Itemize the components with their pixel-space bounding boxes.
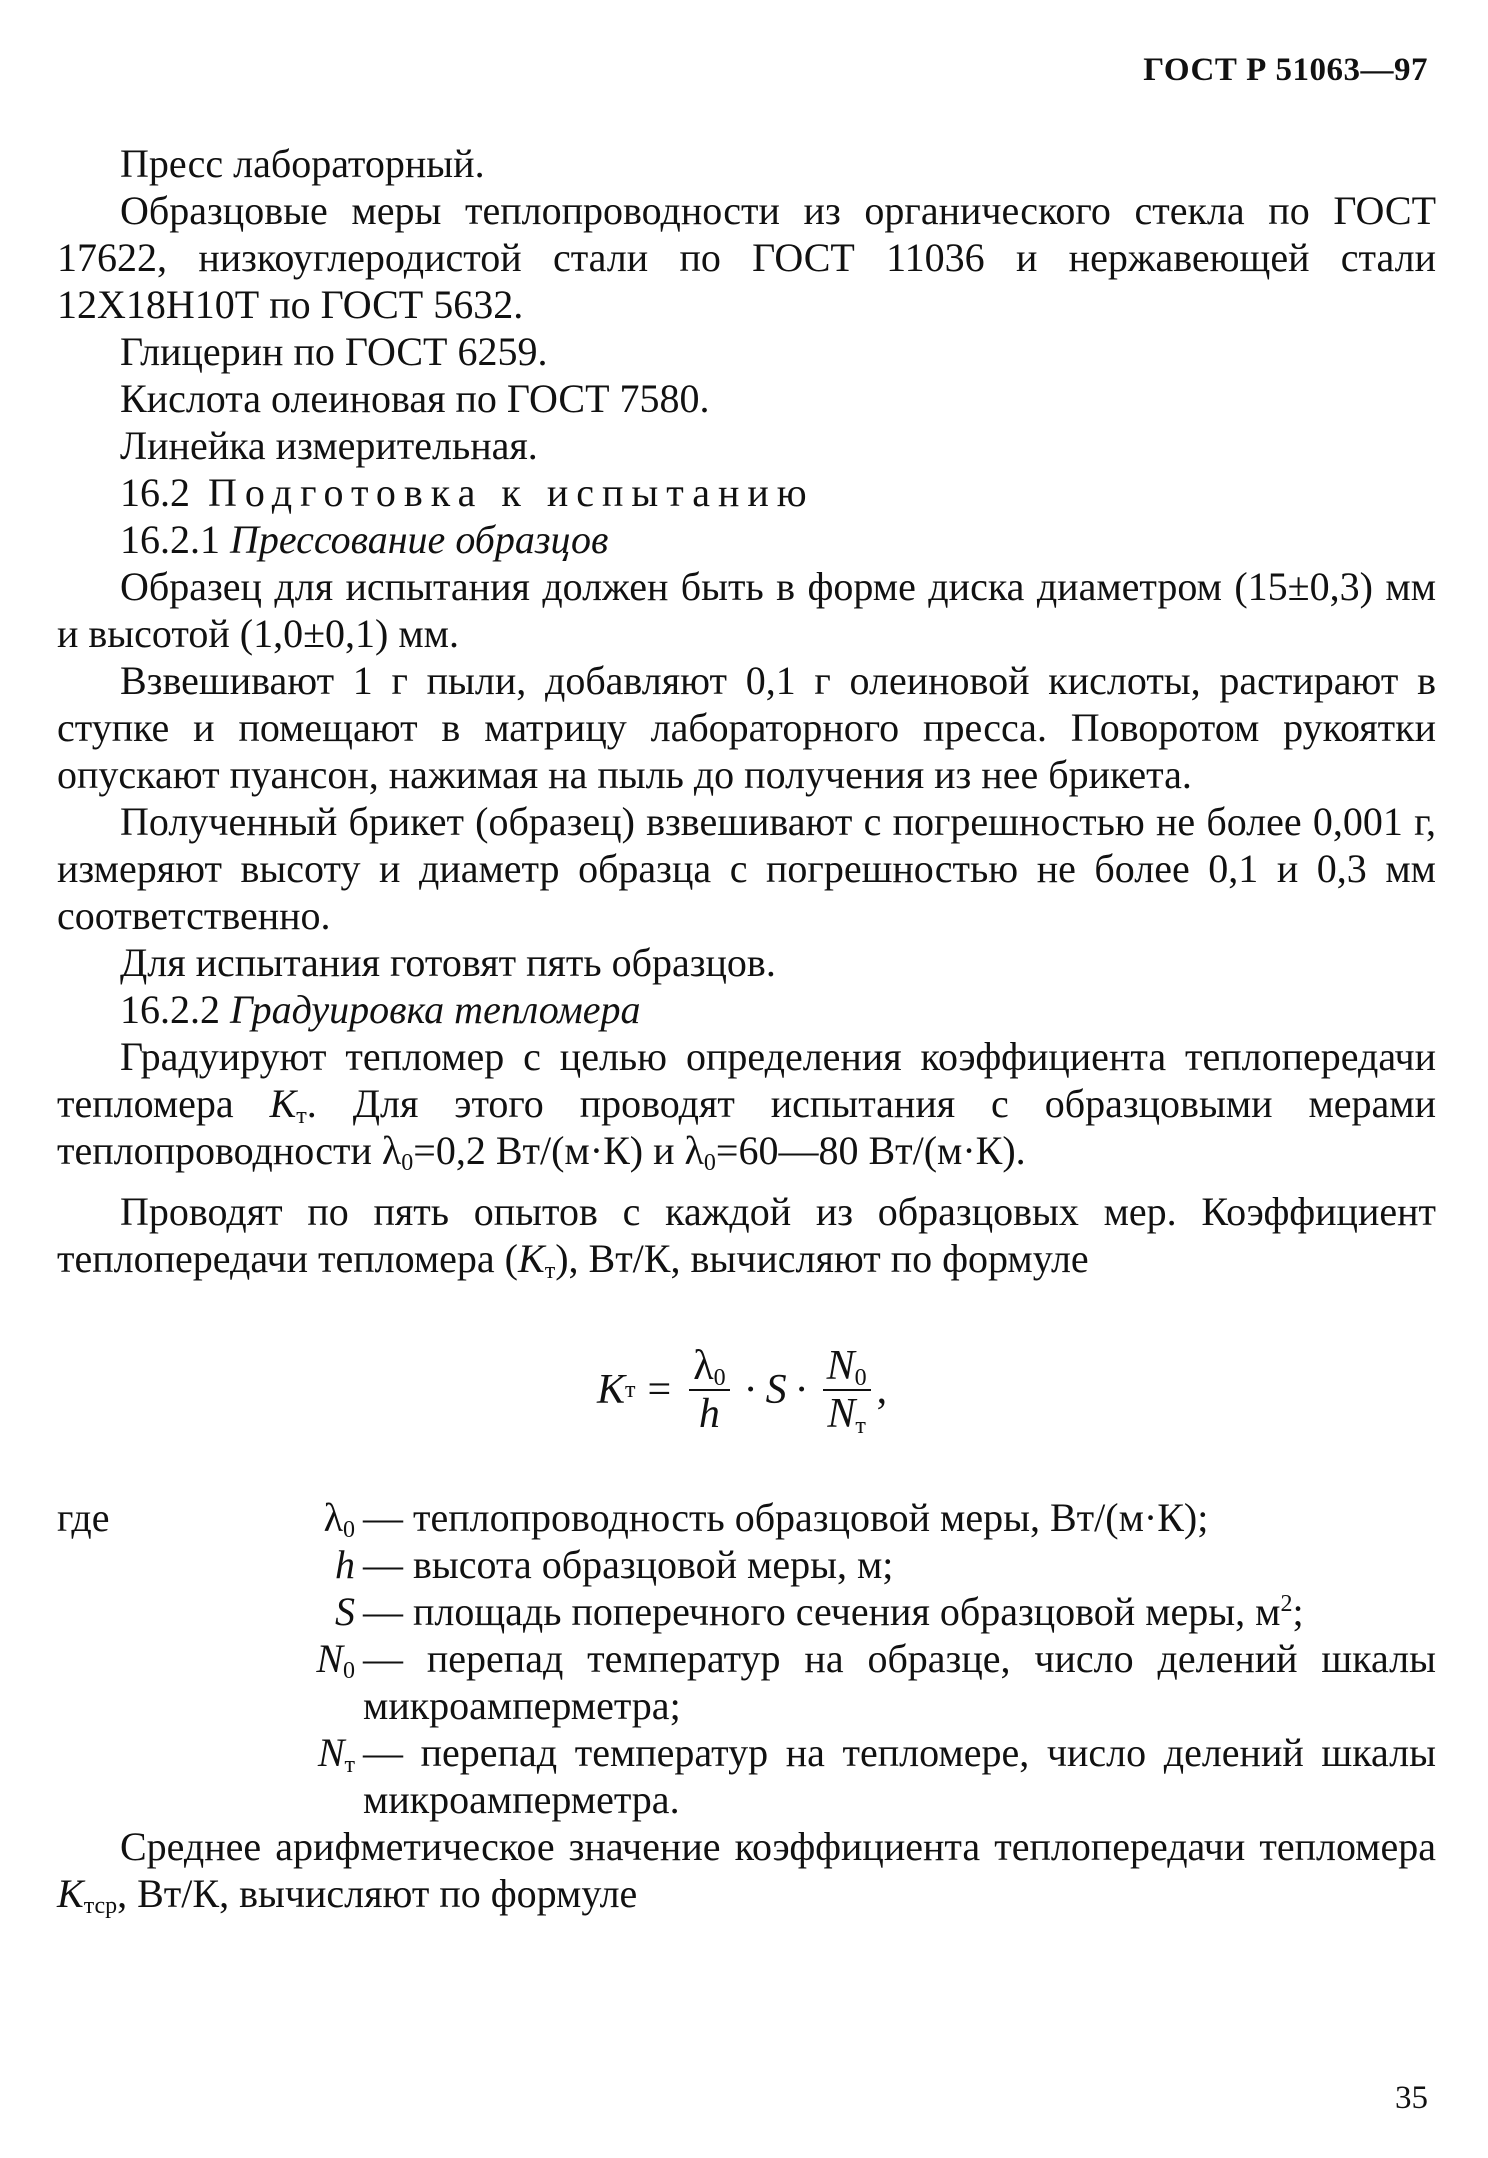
paragraph: Пресс лабораторный. <box>120 141 485 186</box>
paragraph: Среднее арифметическое значение коэффициента теплопередачи тепломера $K_{тср}$, Вт/К, вычисляют по формуле <box>57 1824 1436 1919</box>
legend-row: $N_т$ — перепад температур на тепломере, число делений шкалы микроамперметра. <box>317 1730 1436 1822</box>
paragraph: Глицерин по ГОСТ 6259. <box>120 329 548 374</box>
formula-kt: K т = $\frac{\lambda_0}{h}$ · S · $\frac{N_0}{N_т}$ , <box>597 1343 888 1439</box>
formula-legend <box>57 1494 1436 1823</box>
section-number: 16.2 <box>120 470 190 515</box>
paragraph: Проводят по пять опытов с каждой из образцовых мер. Коэффициент теплопередачи тепломера $(K_т)$, Вт/К, вычисляют по формуле <box>57 1189 1436 1284</box>
fraction-n0-over-nt: $\frac{N_0}{N_т}$ <box>823 1343 871 1437</box>
section-title: Подготовка к испытанию <box>208 470 815 515</box>
legend-row: $N_0$ — перепад температур на образце, число делений шкалы микроамперметра; <box>316 1636 1436 1728</box>
subsection-number: 16.2.2 <box>120 987 220 1032</box>
paragraph: Взвешивают 1 г пыли, добавляют 0,1 г олеиновой кислоты, растирают в ступке и помещают в матрицу лабораторного пресса. Поворотом рукоятки опускают пуансон, нажимая на пыль до получения из нее брикета. <box>57 658 1436 797</box>
subsection-number: 16.2.1 <box>120 517 220 562</box>
legend-row: S — площадь поперечного сечения образцовой меры, $м^2$; <box>335 1589 1304 1634</box>
paragraph: Полученный брикет (образец) взвешивают с погрешностью не более 0,001 г, измеряют высоту и диаметр образца с погрешностью не более 0,1 и 0,3 мм соответственно. <box>57 799 1436 938</box>
subsection-title: Градуировка тепломера <box>230 987 641 1032</box>
section-heading <box>57 469 1436 516</box>
subsection-title: Прессование образцов <box>230 517 609 562</box>
paragraph: Образцовые меры теплопроводности из органического стекла по ГОСТ 17622, низкоуглеродистой стали по ГОСТ 11036 и нержавеющей стали 12Х18Н10Т по ГОСТ 5632. <box>57 188 1436 327</box>
legend-row: h — высота образцовой меры, м; <box>335 1542 894 1587</box>
page-number: 35 <box>1395 2080 1428 2116</box>
subsection-heading <box>57 516 1436 563</box>
paragraph: Образец для испытания должен быть в форме диска диаметром (15±0,3) мм и высотой (1,0±0,1) мм. <box>57 564 1436 656</box>
subsection-heading <box>57 986 1436 1033</box>
paragraph: Для испытания готовят пять образцов. <box>120 940 776 985</box>
paragraph: Градуируют тепломер с целью определения коэффициента теплопередачи тепломера $K_т$. Для этого проводят испытания с образцовыми мерами теплопроводности $\lambda_0=0,2$ Вт/(м·К) и $\lambda_0=60—80$ Вт/(м·К). <box>57 1034 1436 1176</box>
fraction-lambda-over-h: $\frac{\lambda_0}{h}$ <box>689 1343 729 1437</box>
document-body <box>57 140 1436 1917</box>
paragraph: Кислота олеиновая по ГОСТ 7580. <box>120 376 710 421</box>
paragraph: Линейка измерительная. <box>120 423 538 468</box>
legend-row: где $\lambda_0$ — теплопроводность образцовой меры, Вт/(м·К); <box>57 1495 1209 1543</box>
document-header: ГОСТ Р 51063—97 <box>1143 52 1428 88</box>
